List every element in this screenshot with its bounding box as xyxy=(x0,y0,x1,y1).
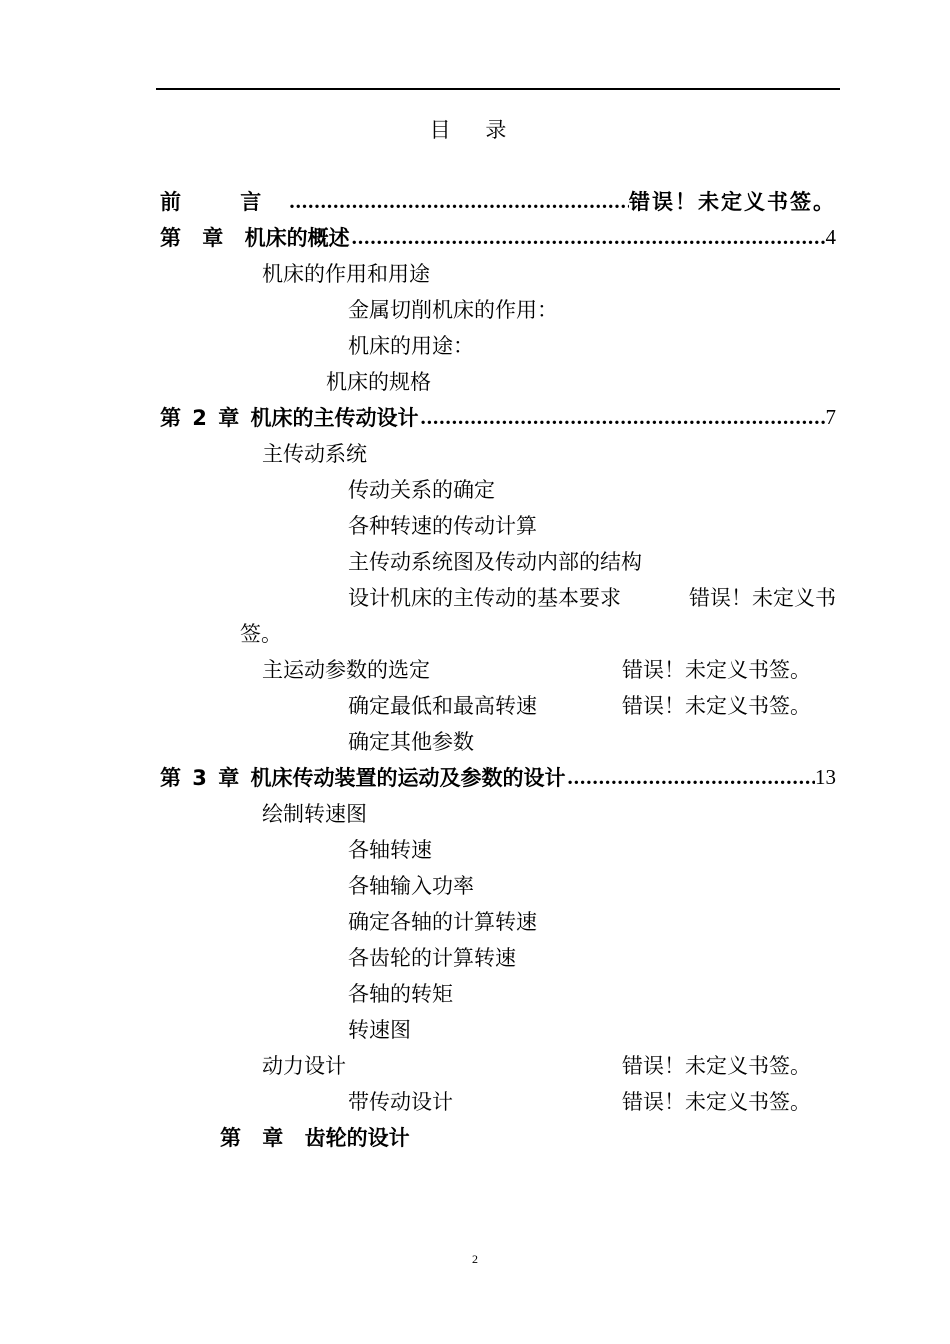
toc-entry[interactable] xyxy=(348,582,836,612)
toc-entry-label: 各轴输入功率 xyxy=(348,874,474,898)
toc-entry-label: 机床的用途： xyxy=(348,334,474,358)
toc-entry[interactable] xyxy=(262,258,430,288)
toc-entry-label: 转速图 xyxy=(348,1018,411,1042)
toc-entry-page: 7 xyxy=(825,404,836,429)
toc-entry[interactable] xyxy=(348,942,516,972)
toc-entry-label: 各轴转速 xyxy=(348,838,432,862)
toc-entry[interactable] xyxy=(348,726,474,756)
toc-entry-chapter-3[interactable] xyxy=(160,762,836,792)
toc-entry-error: 错误！未定义书签。 xyxy=(622,658,811,682)
toc-entry-label: 金属切削机床的作用： xyxy=(348,298,558,322)
toc-entry-label: 第 章 齿轮的设计 xyxy=(220,1126,410,1150)
toc-entry-label: 第 章 机床的概述 xyxy=(160,226,350,250)
toc-entry-preface[interactable] xyxy=(160,186,836,216)
toc-leader-dots xyxy=(566,765,815,790)
toc-entry[interactable] xyxy=(348,1014,411,1044)
toc-leader-dots xyxy=(350,225,826,250)
toc-entry-page: 4 xyxy=(825,224,836,249)
toc-entry-label: 确定其他参数 xyxy=(348,730,474,754)
toc-entry-error: 错误！未定义书 xyxy=(689,586,836,610)
toc-entry[interactable] xyxy=(348,834,432,864)
toc-entry-label: 主传动系统 xyxy=(262,442,367,466)
page-number: 2 xyxy=(472,1252,478,1266)
toc-entry-page: 13 xyxy=(815,764,836,789)
toc-entry-label: 绘制转速图 xyxy=(262,802,367,826)
toc-entry-label: 设计机床的主传动的基本要求 xyxy=(348,586,621,610)
toc-entry[interactable] xyxy=(262,798,367,828)
toc-entry[interactable] xyxy=(262,438,367,468)
toc-entry[interactable] xyxy=(348,546,642,576)
toc-entry-label: 机床的规格 xyxy=(326,370,431,394)
header-rule xyxy=(156,88,840,90)
toc-entry[interactable] xyxy=(348,978,453,1008)
toc-entry[interactable] xyxy=(348,1086,836,1116)
toc-entry-label: 签。 xyxy=(240,622,282,646)
toc-entry-label: 各种转速的传动计算 xyxy=(348,514,537,538)
toc-entry-chapter-2[interactable] xyxy=(160,402,836,432)
toc-entry[interactable] xyxy=(326,366,431,396)
toc-entry-error: 错误！未定义书签。 xyxy=(622,1090,811,1114)
toc-entry-error: 错误！未定义书签。 xyxy=(622,1054,811,1078)
toc-leader-dots xyxy=(287,189,629,214)
toc-entry-label: 第 2 章 机床的主传动设计 xyxy=(160,406,419,430)
toc-entry-error: 错误！未定义书签。 xyxy=(622,694,811,718)
toc-entry-page: 错误！未定义书签。 xyxy=(629,190,836,214)
toc-entry-label: 确定各轴的计算转速 xyxy=(348,910,537,934)
toc-entry-label: 动力设计 xyxy=(262,1054,346,1078)
toc-entry-label: 带传动设计 xyxy=(348,1090,453,1114)
toc-entry-label: 前 言 xyxy=(160,190,288,214)
toc-title: 目 录 xyxy=(429,118,521,142)
toc-entry-chapter-4[interactable] xyxy=(220,1122,410,1152)
toc-entry-label: 主运动参数的选定 xyxy=(262,658,430,682)
toc-entry-label: 各齿轮的计算转速 xyxy=(348,946,516,970)
toc-entry-label: 传动关系的确定 xyxy=(348,478,495,502)
toc-entry[interactable] xyxy=(348,690,836,720)
toc-entry[interactable] xyxy=(348,870,474,900)
toc-entry-label: 确定最低和最高转速 xyxy=(348,694,537,718)
toc-entry[interactable] xyxy=(348,294,558,324)
toc-entry-chapter-1[interactable] xyxy=(160,222,836,252)
toc-entry-wrap xyxy=(240,618,282,648)
toc-entry[interactable] xyxy=(262,654,836,684)
toc-entry[interactable] xyxy=(348,906,537,936)
toc-entry-label: 主传动系统图及传动内部的结构 xyxy=(348,550,642,574)
toc-entry[interactable] xyxy=(348,474,495,504)
toc-leader-dots xyxy=(419,405,826,430)
toc-entry[interactable] xyxy=(348,510,537,540)
toc-entry[interactable] xyxy=(348,330,474,360)
toc-entry-label: 各轴的转矩 xyxy=(348,982,453,1006)
toc-entry-label: 第 3 章 机床传动装置的运动及参数的设计 xyxy=(160,766,566,790)
toc-entry-label: 机床的作用和用途 xyxy=(262,262,430,286)
toc-entry[interactable] xyxy=(262,1050,836,1080)
